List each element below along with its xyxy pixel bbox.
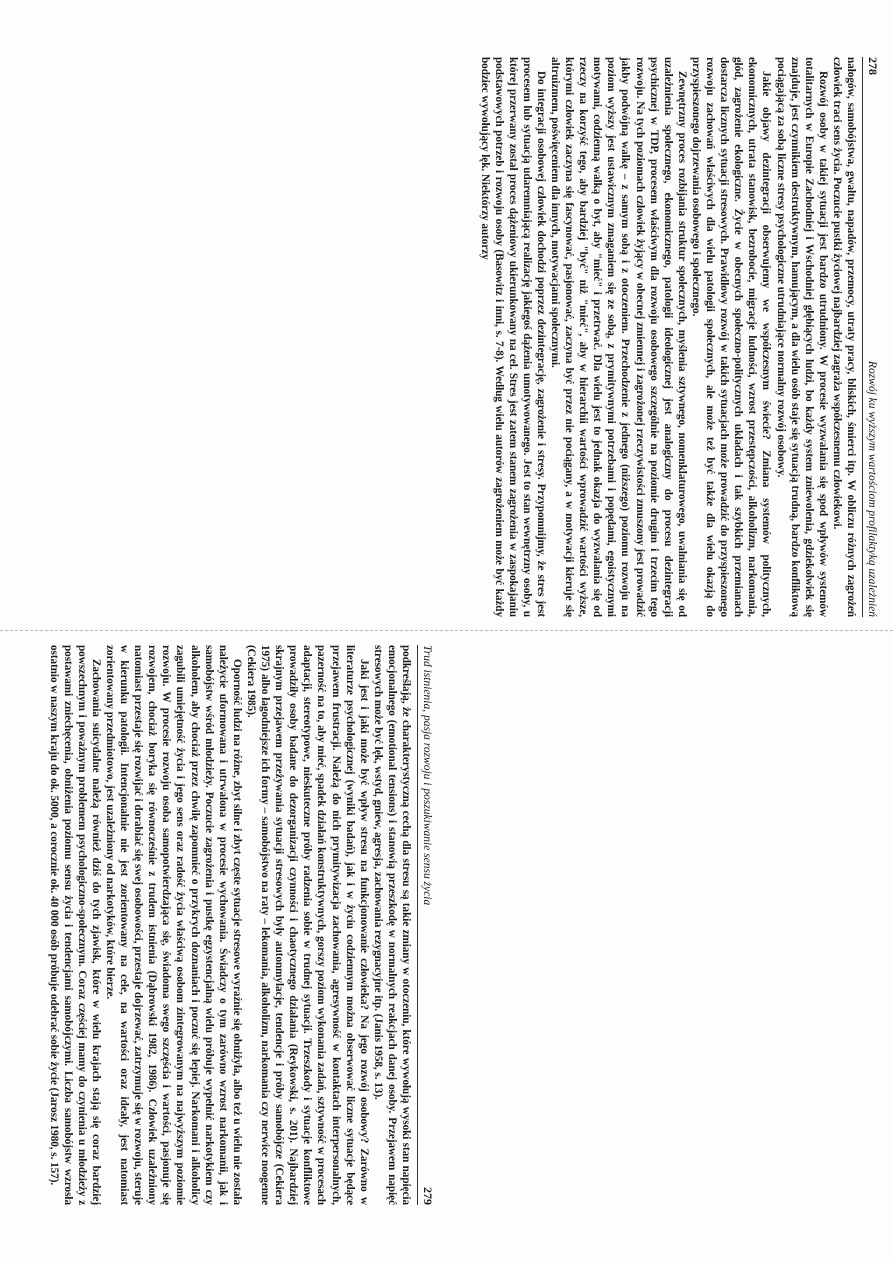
paragraph: nałogów, samobójstwa, gwałtu, napadów, przemocy, utraty pracy, bliskich, śmierci itp. W obliczu różnych zagrożeń człowiek traci sens życia. Poczucie pustki życiowej najbardziej zagraża współczesnemu człowiekowi. — [830, 57, 857, 617]
paragraph: Jaki jest i jaki może być wpływ stresu na funkcjonowanie człowieka? Na jego rozwój osobowy? Zarówno w literaturze psychologicznej (wyniki badań), jak i w życiu codziennym można obserwować liczne sytuacje będące przejawem frustracji. Należą do nich prymitywizacja zachowania, agresywność w kontaktach interpersonalnych, pazerność na to, aby mieć, spadek działań konstruktywnych, gorszy poziom wykonania zadań, sztywność w procesach adaptacji, stereotypowe, nieskuteczne próby radzenia sobie w trudnej sytuacji. Trzeszkody i sytuacje konfliktowe prowadziły osoby badane do dezorganizacji czynności i chaotycznego działania (Reykowski, s. 201). Najbardziej skrajnym przejawem przeżywania sytuacji stresowych były autonmylacje, tendencje i próby samobójcze (Cekiera 1975) albo łagodniejsze ich formy – samobójstwo na raty – lekomania, alkoholizm, narkomania czy nerwice noogenne (Cekiera 1985). — [244, 645, 370, 1205]
page-fold-line — [0, 630, 893, 631]
running-title: Trud istnienia, pasja rozwoju i poszukiwanie sensu życia — [421, 645, 433, 906]
running-title: Rozwój ku wyższym wartościom profilaktyką uzależnień — [866, 360, 878, 617]
paragraph: Zewnętrzny proces rozbijania struktur społecznych, myślenia sztywnego, nomenklaturowego, uwalniania się od uzależnienia społecznego, ekonomicznego, patologii ideologicznej jest analogiczny do procesu dezintegracji psychicznej w TDP, procesem właściwym dla rozwoju osobowego szczególnie na poziomie drugim i trzecim tego rozwoju. Na tych poziomach człowiek żyjący w obecnej zmiennej i zagrożonej rzeczywistości zmuszony jest prowadzić jakby podwójną walkę – z samym sobą i z otoczeniem. Przechodzenie z jednego (niższego) poziomu rozwoju na poziom wyższy jest ustawicznym zmaganiem się ze sobą, z prymitywnymi potrzebami i popędami, egoistycznymi motywami, codzienną walką o byt, aby "mieć" i przetrwać. Dla wielu jest to jednak okazja do wyzwalania się od rzeczy na korzyść tego, aby bardziej "być" niż "mieć", aby w hierarchii wartości wprowadzić wartości wyższe, którymi człowiek zaczyna się fascynować, pasjonować, zaczyna być przez nie pociągany, a w motywacji kieruje się altruizmem, poświęceniem dla innych, motywacjami społecznymi. — [549, 57, 688, 617]
paragraph: Rozwój osoby w takiej sytuacji jest bardzo utrudniony. W procesie wyzwalania się spod wpływów systemów totalitarnych w Europie Zachodniej i Wschodniej głębiących ludzi, bo każdy system zniewolenia, gdziekolwiek się znajduje, jest czynnikiem destruktywnym, hamującym, a dla wielu osób staje się sytuacją trudną, bardzo konfliktową pociągającą za sobą liczne stresy psychologiczne utrudniające normalny rozwój osobowy. — [774, 57, 829, 617]
page-278 — [478, 57, 880, 617]
paragraph: Oporność ludzi na różne, zbyt silne i zbyt częste sytuacje stresowe wyraźnie się obniżyła, albo też u wielu nie została należycie uformowana i utrwalona w procesie wychowania. Świadczy o tym zarówno wzrost narkomanii, jak i samobójstw wśród młodzieży. Poczucie zagrożenia i pustkę egzystencjalną wielu próbuje wypełnić narkotykiem czy alkoholem, aby chociaż przez chwilę zapomnieć o przykrych doznaniach i poczuć się lepiej. Narkomani i alkoholicy zagubili umiejętność życia i jego sens oraz radość życia właściwą osobom zintegrowanym na najwyższym poziomie rozwoju. W procesie rozwoju osoba samopotwierdzająca się, świadoma swego szczęścia i wartości, pasjonuje się rozwojem, chociaż boryka się równocześnie z trudem istnienia (Dąbrowski 1982, 1986). Człowiek uzależniony natomiast przestaje się rozwijać i dorabiać się swej osobowości, przestaje dojrzewać, zatrzymuje się w rozwoju, steruje w kierunku patologii. Intencjonalnie nie jest zorientowany na cele, na wartości oraz ideały, jest natomiast zorientowany przedmiotowo, jest uzależniony od narkotyków, które bierze. — [104, 645, 243, 1205]
paragraph: Zachowania suicydalne należą również dziś do tych zjawisk, które w wielu krajach stają się coraz bardziej powszechnym i poważnym problemem psychologiczno-społecznym. Coraz częściej mamy do czynienia u młodzieży z postawami zniechęcenia, obniżenia poziomu sensu życia i tendencjami samobójczymi. Liczba samobójstw wzrosła ostatnio w naszym kraju do ok. 5000, a corocznie ok. 40 000 osób próbuje odebrać sobie życie (Jarosz 1980, s. 157). — [47, 645, 102, 1205]
paragraph: Jakie objawy dezintegracji obserwujemy we współczesnym świecie? Zmiana systemów politycznych, ekonomicznych, utrata stanowisk, bezrobocie, migracje ludności, wzrost przestępczości, alkoholizm, narkomania, głód, zagrożenie ekologiczne. Życie w obecnych społeczno-politycznych układach i tak szybkich przemianach dostarcza licznych sytuacji stresowych. Prawidłowy rozwój w takich sytuacjach może prowadzić do przyspieszonego rozwoju zachowań właściwych dla wielu patologii społecznych, ale może też być także dla wielu okazją do przyspieszonego dojrzewania osobowego i społecznego. — [689, 57, 773, 617]
body-text — [477, 57, 858, 617]
paragraph: Do integracji osobowej człowiek dochodzi poprzez dezintegrację, zagrożenie i stresy. Przypomnijmy, że stres jest procesem lub sytuacją udaremniającą realizację jakiegoś dążenia umotywowanego. Jest to stan wewnętrzny osoby, u której przerwany został proces dążeniowy ukierunkowany na cel. Stres jest zatem stanem zagrożenia w zaspokajaniu podstawowych potrzeb i rozwoju osoby (Basowitz i inni, s. 7-8). Według wielu autorów zagrożeniem może być każdy bodziec wywołujący lęk. Niektórzy autorzy — [478, 57, 547, 617]
running-head — [862, 57, 880, 617]
page-number: 278 — [866, 57, 880, 75]
page-279 — [45, 645, 435, 1205]
paragraph: podkreślają, że charakterystyczną cechą dla stresu są takie zmiany w otoczeniu, które wywołują wysoki stan napięcia emocjonalnego (emotional tensions) i stanowią przeszkodę w normalnych reakcjach danej osoby. Przejawem napięć stresowych może być lęk, wstyd, gniew, agresja, zachowania rezygnacyjne itp. (Janis 1958, s. 13). — [371, 645, 412, 1205]
body-text — [47, 645, 413, 1205]
running-head — [417, 645, 435, 1205]
page-number: 279 — [421, 1187, 435, 1205]
